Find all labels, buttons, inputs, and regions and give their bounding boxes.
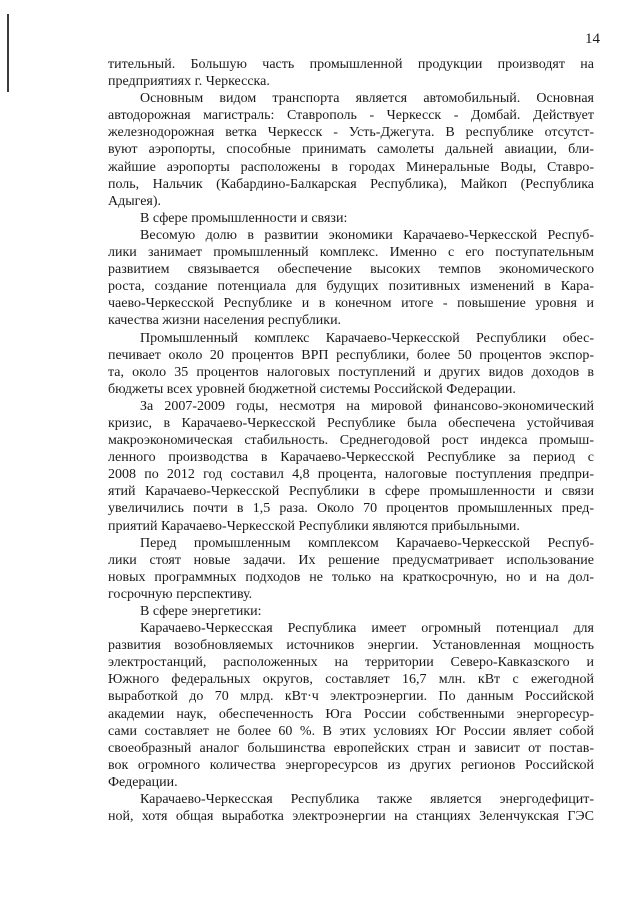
paragraph <box>108 56 594 90</box>
paragraph <box>108 210 594 227</box>
text-line: ленного производства в Карачаево-Черкесской Республике за период с <box>108 450 594 466</box>
paragraph <box>108 603 594 620</box>
paragraph <box>108 330 594 398</box>
text-line: качества жизни населения республики. <box>108 313 342 329</box>
text-line: предприятиях г. Черкесска. <box>108 74 270 90</box>
text-line: вуют аэропорты, способные принимать самолеты дальней авиации, бли- <box>108 142 594 158</box>
text-line: роста, создание потенциала для будущих позитивных изменений в Кара- <box>108 279 594 295</box>
text-line: лики занимает промышленный комплекс. Именно с его поступательным <box>108 245 594 261</box>
text-line: лики стоят новые задачи. Их решение предусматривает использование <box>108 552 594 568</box>
text-line: Южного федеральных округов, составляет 16,7 млн. кВт с ежегодной <box>108 672 594 688</box>
text-line: Адыгея). <box>108 193 162 209</box>
text-line: Весомую долю в развитии экономики Карачаево-Черкесской Респуб- <box>140 227 594 243</box>
text-line: кризис, в Карачаево-Черкесской Республике была обеспечена устойчивая <box>108 415 594 431</box>
text-line: госрочную перспективу. <box>108 586 253 602</box>
paragraph <box>108 398 594 535</box>
paragraph <box>108 90 594 210</box>
text-line: развития возобновляемых источников энергии. Установленная мощность <box>108 638 594 654</box>
text-line: увеличились почти в 1,5 раза. Около 70 процентов промышленных пред- <box>108 501 594 517</box>
text-line: электростанций, расположенных на территории Северо-Кавказского и <box>108 655 594 671</box>
text-line: В сфере промышленности и связи: <box>140 210 348 226</box>
text-line: чаево-Черкесской Республике и в конечном итоге - повышение уровня и <box>108 296 594 312</box>
page-number: 14 <box>585 31 600 47</box>
text-line: автодорожная магистраль: Ставрополь - Черкесск - Домбай. Действует <box>108 108 594 124</box>
text-line: вок огромного количества энергоресурсов из других регионов Российской <box>108 757 594 773</box>
text-line: новых программных подходов не только на краткосрочную, но и на дол- <box>108 569 594 585</box>
text-line: Основным видом транспорта является автомобильный. Основная <box>140 91 594 107</box>
text-line: своеобразный аналог большинства европейских стран и зависит от постав- <box>108 740 594 756</box>
text-line: печивает около 20 процентов ВРП республики, более 50 процентов экспор- <box>108 347 594 363</box>
text-line: ной, хотя общая выработка электроэнергии на станциях Зеленчукская ГЭС <box>108 809 594 825</box>
text-line: та, около 35 процентов налоговых поступлений и других видов доходов в <box>108 364 594 380</box>
text-line: Карачаево-Черкесская Республика также является энергодефицит- <box>140 792 594 808</box>
text-line: жайшие аэропорты расположены в городах Минеральные Воды, Ставро- <box>108 159 594 175</box>
text-line: развитием связывается обеспечение высоких темпов экономического <box>108 262 594 278</box>
scan-margin-line <box>7 14 9 92</box>
paragraph <box>108 227 594 330</box>
text-line: Промышленный комплекс Карачаево-Черкесской Республики обес- <box>140 330 594 346</box>
text-line: Федерации. <box>108 774 178 790</box>
text-line: макроэкономическая стабильность. Среднегодовой рост индекса промыш- <box>108 433 594 449</box>
text-line: Карачаево-Черкесская Республика имеет огромный потенциал для <box>140 621 594 637</box>
text-line: выработкой до 70 млрд. кВт·ч электроэнергии. По данным Российской <box>108 689 594 705</box>
text-line: ятий Карачаево-Черкесской Республики в сфере промышленности и связи <box>108 484 594 500</box>
text-line: железнодорожная ветка Черкесск - Усть-Джегута. В республике отсутст- <box>108 125 594 141</box>
text-line: В сфере энергетики: <box>140 604 262 619</box>
text-line: Перед промышленным комплексом Карачаево-Черкесской Респуб- <box>140 535 594 551</box>
text-line: приятий Карачаево-Черкесской Республики являются прибыльными. <box>108 518 520 534</box>
paragraph <box>108 535 594 603</box>
paragraph <box>108 791 594 825</box>
text-line: поль, Нальчик (Кабардино-Балкарская Республика), Майкоп (Республика <box>108 176 594 192</box>
paragraph <box>108 620 594 791</box>
text-line: академии наук, обеспеченность Юга России собственными энергоресур- <box>108 706 594 722</box>
text-line: тительный. Большую часть промышленной продукции производят на <box>108 57 594 72</box>
text-line: сами составляет не более 60 %. В этих условиях Юг России являет собой <box>108 723 594 739</box>
text-line: бюджеты всех уровней бюджетной системы Российской Федерации. <box>108 381 516 397</box>
text-line: 2008 по 2012 год составил 4,8 процента, налоговые поступления предпри- <box>108 467 594 483</box>
document-body <box>108 56 594 825</box>
text-line: За 2007-2009 годы, несмотря на мировой финансово-экономический <box>140 398 594 414</box>
